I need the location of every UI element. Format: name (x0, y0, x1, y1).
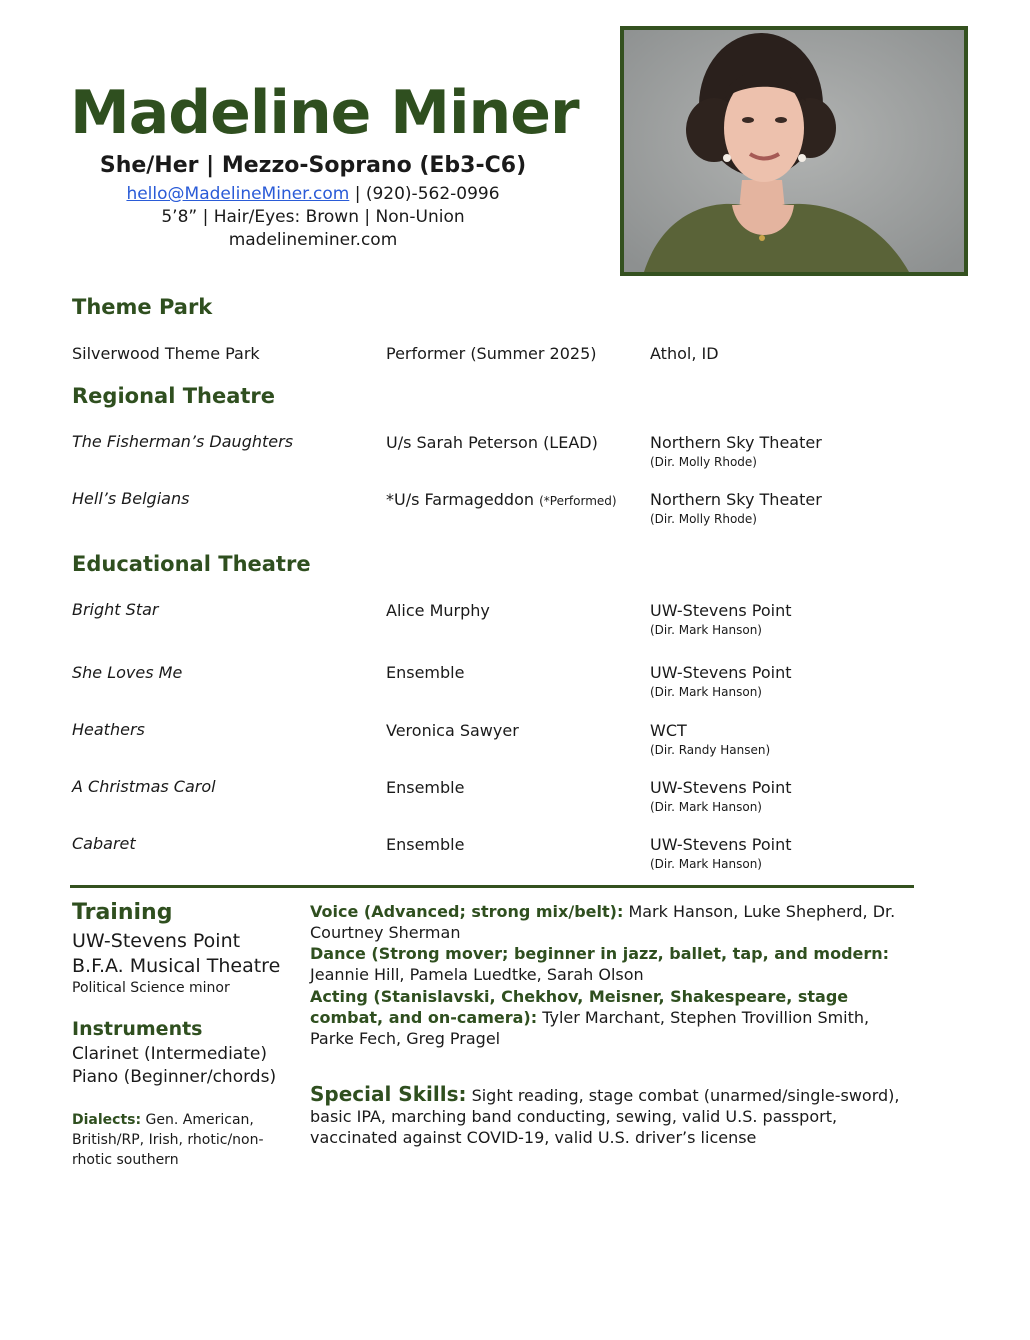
dance-teachers: Jeannie Hill, Pamela Luedtke, Sarah Olson (310, 965, 644, 984)
instrument-item: Clarinet (Intermediate) (72, 1044, 267, 1064)
credit-show: A Christmas Carol (72, 777, 216, 796)
voice-label: Voice (Advanced; strong mix/belt): (310, 902, 624, 921)
training-degree: B.F.A. Musical Theatre (72, 955, 281, 977)
acting-training (310, 986, 910, 1049)
role-name: *U/s Farmageddon (386, 490, 534, 509)
credit-show: Hell’s Belgians (72, 489, 190, 508)
credit-role: Ensemble (386, 663, 465, 682)
credit-venue: Athol, ID (650, 344, 719, 363)
credit-venue (650, 490, 822, 526)
website-link[interactable]: madelineminer.com (228, 230, 398, 250)
director-credit: (Dir. Molly Rhode) (650, 455, 757, 469)
venue-name: UW-Stevens Point (650, 663, 792, 682)
dialects-text: Gen. American, British/RP, Irish, rhotic/non-rhotic southern (72, 1112, 264, 1168)
physical-stats: 5’8” | Hair/Eyes: Brown | Non-Union (161, 207, 465, 227)
credit-show: Cabaret (72, 834, 136, 853)
contact-line (70, 184, 556, 204)
pronouns-voice-type: She/Her | Mezzo-Soprano (Eb3-C6) (99, 153, 527, 178)
credit-venue (650, 433, 822, 469)
director-credit: (Dir. Mark Hanson) (650, 800, 762, 814)
venue-name: Northern Sky Theater (650, 433, 822, 452)
credit-role: Alice Murphy (386, 601, 490, 620)
phone-number: | (920)-562-0996 (349, 184, 500, 204)
special-skills (310, 1084, 910, 1148)
director-credit: (Dir. Mark Hanson) (650, 623, 762, 637)
section-title-regional-theatre: Regional Theatre (72, 384, 276, 408)
dance-label: Dance (Strong mover; beginner in jazz, ballet, tap, and modern: (310, 944, 890, 963)
dialects-label: Dialects: (72, 1112, 142, 1128)
credit-venue (650, 721, 770, 757)
instruments-title: Instruments (72, 1018, 203, 1040)
credit-show: She Loves Me (72, 663, 183, 682)
credit-venue (650, 778, 792, 814)
director-credit: (Dir. Randy Hansen) (650, 743, 771, 757)
credit-role: Performer (Summer 2025) (386, 344, 597, 363)
training-title: Training (72, 900, 173, 925)
actor-name: Madeline Miner (70, 78, 579, 148)
director-credit: (Dir. Molly Rhode) (650, 512, 757, 526)
credit-show: The Fisherman’s Daughters (72, 432, 294, 451)
credit-venue (650, 663, 792, 699)
acting-label: Acting (Stanislavski, Chekhov, Meisner, Shakespeare, stage combat, and on-camera): (310, 987, 849, 1027)
voice-teachers: Mark Hanson, Luke Shepherd, Dr. Courtney Sherman (310, 902, 896, 942)
venue-name: Northern Sky Theater (650, 490, 822, 509)
special-skills-text: Sight reading, stage combat (unarmed/single-sword), basic IPA, marching band conducting, sewing, valid U.S. passport, vaccinated against COVID-19, valid U.S. driver’s license (310, 1086, 900, 1147)
credit-venue (650, 835, 792, 871)
credit-role: Ensemble (386, 835, 465, 854)
venue-name: UW-Stevens Point (650, 601, 792, 620)
credit-show: Bright Star (72, 600, 159, 619)
venue-name: UW-Stevens Point (650, 778, 792, 797)
dance-training (310, 943, 910, 985)
credit-role (386, 490, 617, 509)
dialects-block (72, 1110, 287, 1170)
credit-show: Silverwood Theme Park (72, 344, 260, 363)
acting-teachers: Tyler Marchant, Stephen Trovillion Smith, Parke Fech, Greg Pragel (310, 1008, 870, 1048)
training-minor: Political Science minor (72, 980, 230, 996)
venue-name: UW-Stevens Point (650, 835, 792, 854)
credit-venue (650, 601, 792, 637)
credit-show: Heathers (72, 720, 145, 739)
voice-training (310, 901, 910, 943)
section-divider (70, 885, 914, 888)
credit-role: U/s Sarah Peterson (LEAD) (386, 433, 598, 452)
director-credit: (Dir. Mark Hanson) (650, 685, 762, 699)
training-school: UW-Stevens Point (72, 930, 241, 952)
role-note: (*Performed) (539, 494, 617, 508)
director-credit: (Dir. Mark Hanson) (650, 857, 762, 871)
instrument-item: Piano (Beginner/chords) (72, 1067, 277, 1087)
special-skills-label: Special Skills: (310, 1082, 467, 1106)
section-title-educational-theatre: Educational Theatre (72, 552, 311, 576)
section-title-theme-park: Theme Park (72, 295, 213, 319)
credit-role: Ensemble (386, 778, 465, 797)
credit-role: Veronica Sawyer (386, 721, 519, 740)
venue-name: WCT (650, 721, 687, 740)
email-link[interactable]: hello@MadelineMiner.com (126, 184, 350, 204)
headshot-photo (620, 26, 968, 276)
